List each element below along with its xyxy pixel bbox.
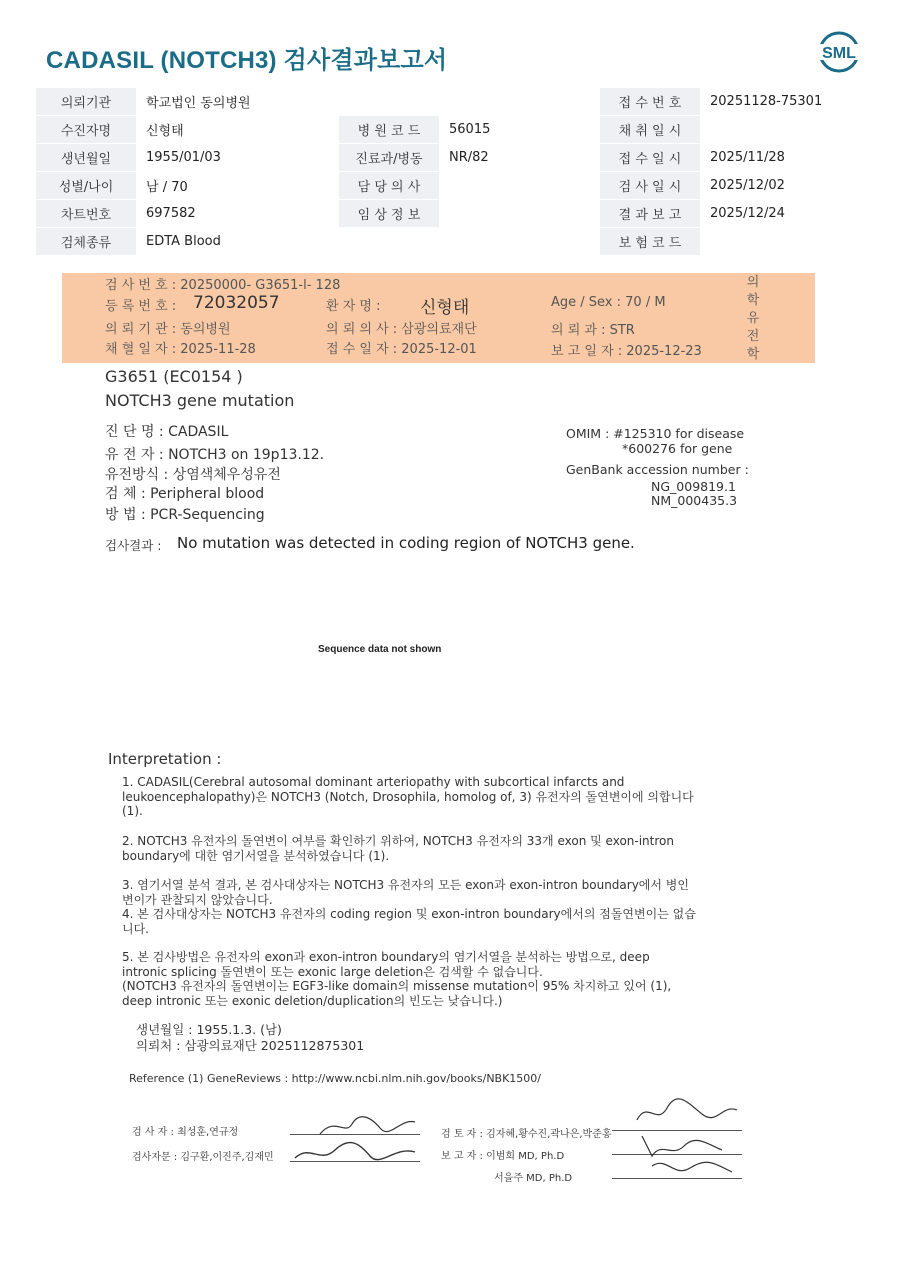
- info-value: [439, 172, 600, 200]
- info-label: 임 상 정 보: [339, 200, 439, 228]
- info-label: 담 당 의 사: [339, 172, 439, 200]
- requesting-doctor: 의 뢰 의 사 : 삼광의료재단: [326, 322, 477, 337]
- info-row: [36, 144, 864, 172]
- result-text: No mutation was detected in coding region of NOTCH3 gene.: [177, 534, 635, 552]
- info-label: 결 과 보 고: [600, 200, 700, 228]
- interpretation-p5: 5. 본 검사방법은 유전자의 exon과 exon-intron boundary의 염기서열을 분석하는 방법으로, deep intronic splicing 돌연변이 또는 exonic large deletion은 검색할 수 없습니다. (NOTCH3 유전자의 돌연변이는 EGF3-like domain의 missense mutation이 95% 차지하고 있어 (1), deep intronic 또는 exonic deletion/duplication의 빈도는 낮습니다.): [122, 950, 672, 1008]
- signature-reviewers: [612, 1096, 742, 1182]
- info-label: 병 원 코 드: [339, 116, 439, 144]
- info-row: [36, 88, 864, 116]
- info-value: 학교법인 동의병원: [136, 88, 600, 116]
- info-value: 56015: [439, 116, 600, 144]
- info-value: [439, 200, 600, 228]
- sequence-note: Sequence data not shown: [318, 644, 442, 655]
- interpretation-p3: 3. 염기서열 분석 결과, 본 검사대상자는 NOTCH3 유전자의 모든 exon과 exon-intron boundary에서 병인 변이가 관찰되지 않았습니다. 4. 본 검사대상자는 NOTCH3 유전자의 coding region 및 exon-intron boundary에서의 점돌연변이는 없습 니다.: [122, 878, 696, 936]
- requesting-dept: 의 뢰 과 : STR: [551, 323, 635, 338]
- genbank-nm: NM_000435.3: [651, 493, 738, 508]
- requesting-org: 의 뢰 기 관 : 동의병원: [105, 322, 231, 337]
- genbank-ng: NG_009819.1: [651, 479, 736, 494]
- requester-note: 의뢰처 : 삼광의료재단 2025112875301: [136, 1038, 365, 1053]
- info-row: [36, 228, 864, 256]
- method: 방 법 : PCR-Sequencing: [105, 507, 265, 523]
- info-row: [36, 116, 864, 144]
- patient-label: 환 자 명 :: [326, 299, 381, 314]
- interpretation-p1: 1. CADASIL(Cerebral autosomal dominant arteriopathy with subcortical infarcts and leukoencephalopathy)은 NOTCH3 (Notch, Drosophila, homolog of, 3) 유전자의 돌연변이에 의합니다 (1).: [122, 775, 694, 818]
- info-value: 20251128-75301: [700, 88, 864, 116]
- test-name: NOTCH3 gene mutation: [105, 391, 295, 410]
- report-scan: [0, 268, 900, 1268]
- info-row: [36, 200, 864, 228]
- sml-logo: [815, 30, 863, 74]
- inheritance: 유전방식 : 상염색체우성유전: [105, 467, 281, 483]
- info-label: 성별/나이: [36, 172, 136, 200]
- reference: Reference (1) GeneReviews : http://www.ncbi.nlm.nih.gov/books/NBK1500/: [129, 1072, 542, 1085]
- info-label: 검체종류: [36, 228, 136, 256]
- info-row: [36, 172, 864, 200]
- info-label: 접 수 일 시: [600, 144, 700, 172]
- info-label: 수진자명: [36, 116, 136, 144]
- result-label: 검사결과 :: [105, 538, 162, 553]
- info-label: 의뢰기관: [36, 88, 136, 116]
- info-label: 진료과/병동: [339, 144, 439, 172]
- info-label: 접 수 번 호: [600, 88, 700, 116]
- info-value: 2025/12/02: [700, 172, 864, 200]
- info-value: [700, 116, 864, 144]
- patient-info-table: [36, 88, 864, 256]
- omim-gene: *600276 for gene: [622, 441, 733, 456]
- interpretation-heading: Interpretation :: [108, 750, 222, 768]
- birth-date-note: 생년월일 : 1955.1.3. (남): [136, 1022, 282, 1037]
- signature-examiner: [290, 1106, 420, 1168]
- reporter-2: 서을주 MD, Ph.D: [494, 1173, 573, 1184]
- info-label: 차트번호: [36, 200, 136, 228]
- info-value: 2025/12/24: [700, 200, 864, 228]
- patient-value: 신형태: [420, 298, 470, 318]
- test-code: G3651 (EC0154 ): [105, 367, 243, 386]
- department-vertical-label: 의학유전학: [746, 275, 760, 362]
- specimen: 검 체 : Peripheral blood: [105, 486, 265, 502]
- info-value: 1955/01/03: [136, 144, 339, 172]
- collection-date: 채 혈 일 자 : 2025-11-28: [105, 342, 256, 357]
- sml-logo-text: SML: [822, 45, 856, 62]
- omim-disease: OMIM : #125310 for disease: [566, 426, 745, 441]
- info-value: 남 / 70: [136, 172, 339, 200]
- info-value: NR/82: [439, 144, 600, 172]
- report-date: 보 고 일 자 : 2025-12-23: [551, 344, 702, 359]
- reporter: 보 고 자 : 이범희 MD, Ph.D: [441, 1151, 565, 1162]
- exam-number: 검 사 번 호 : 20250000- G3651-l- 128: [105, 278, 341, 293]
- receipt-date: 접 수 일 자 : 2025-12-01: [326, 342, 477, 357]
- info-label: 채 취 일 시: [600, 116, 700, 144]
- gene: 유 전 자 : NOTCH3 on 19p13.12.: [105, 447, 325, 463]
- info-label: 보 험 코 드: [600, 228, 700, 256]
- info-value: 697582: [136, 200, 339, 228]
- interpretation-p2: 2. NOTCH3 유전자의 돌연변이 여부를 확인하기 위하여, NOTCH3 유전자의 33개 exon 및 exon-intron boundary에 대한 염기서열을 분석하였습니다 (1).: [122, 834, 674, 863]
- info-label: 생년월일: [36, 144, 136, 172]
- registration-value: 72032057: [193, 293, 280, 313]
- info-label: 검 사 일 시: [600, 172, 700, 200]
- info-value: 신형태: [136, 116, 339, 144]
- examiner: 검 사 자 : 최성훈,연규정: [132, 1127, 239, 1138]
- genbank-label: GenBank accession number :: [566, 462, 749, 477]
- advisor: 검사자문 : 김구환,이진주,김재민: [132, 1152, 274, 1163]
- info-value: EDTA Blood: [136, 228, 600, 256]
- report-title: CADASIL (NOTCH3) 검사결과보고서: [46, 47, 448, 74]
- age-sex: Age / Sex : 70 / M: [551, 295, 666, 310]
- registration-label: 등 록 번 호 :: [105, 299, 177, 314]
- info-value: [700, 228, 864, 256]
- reviewer: 검 토 자 : 김자혜,황수진,곽나은,박준홍: [441, 1129, 612, 1140]
- info-value: 2025/11/28: [700, 144, 864, 172]
- diagnosis: 진 단 명 : CADASIL: [105, 424, 229, 440]
